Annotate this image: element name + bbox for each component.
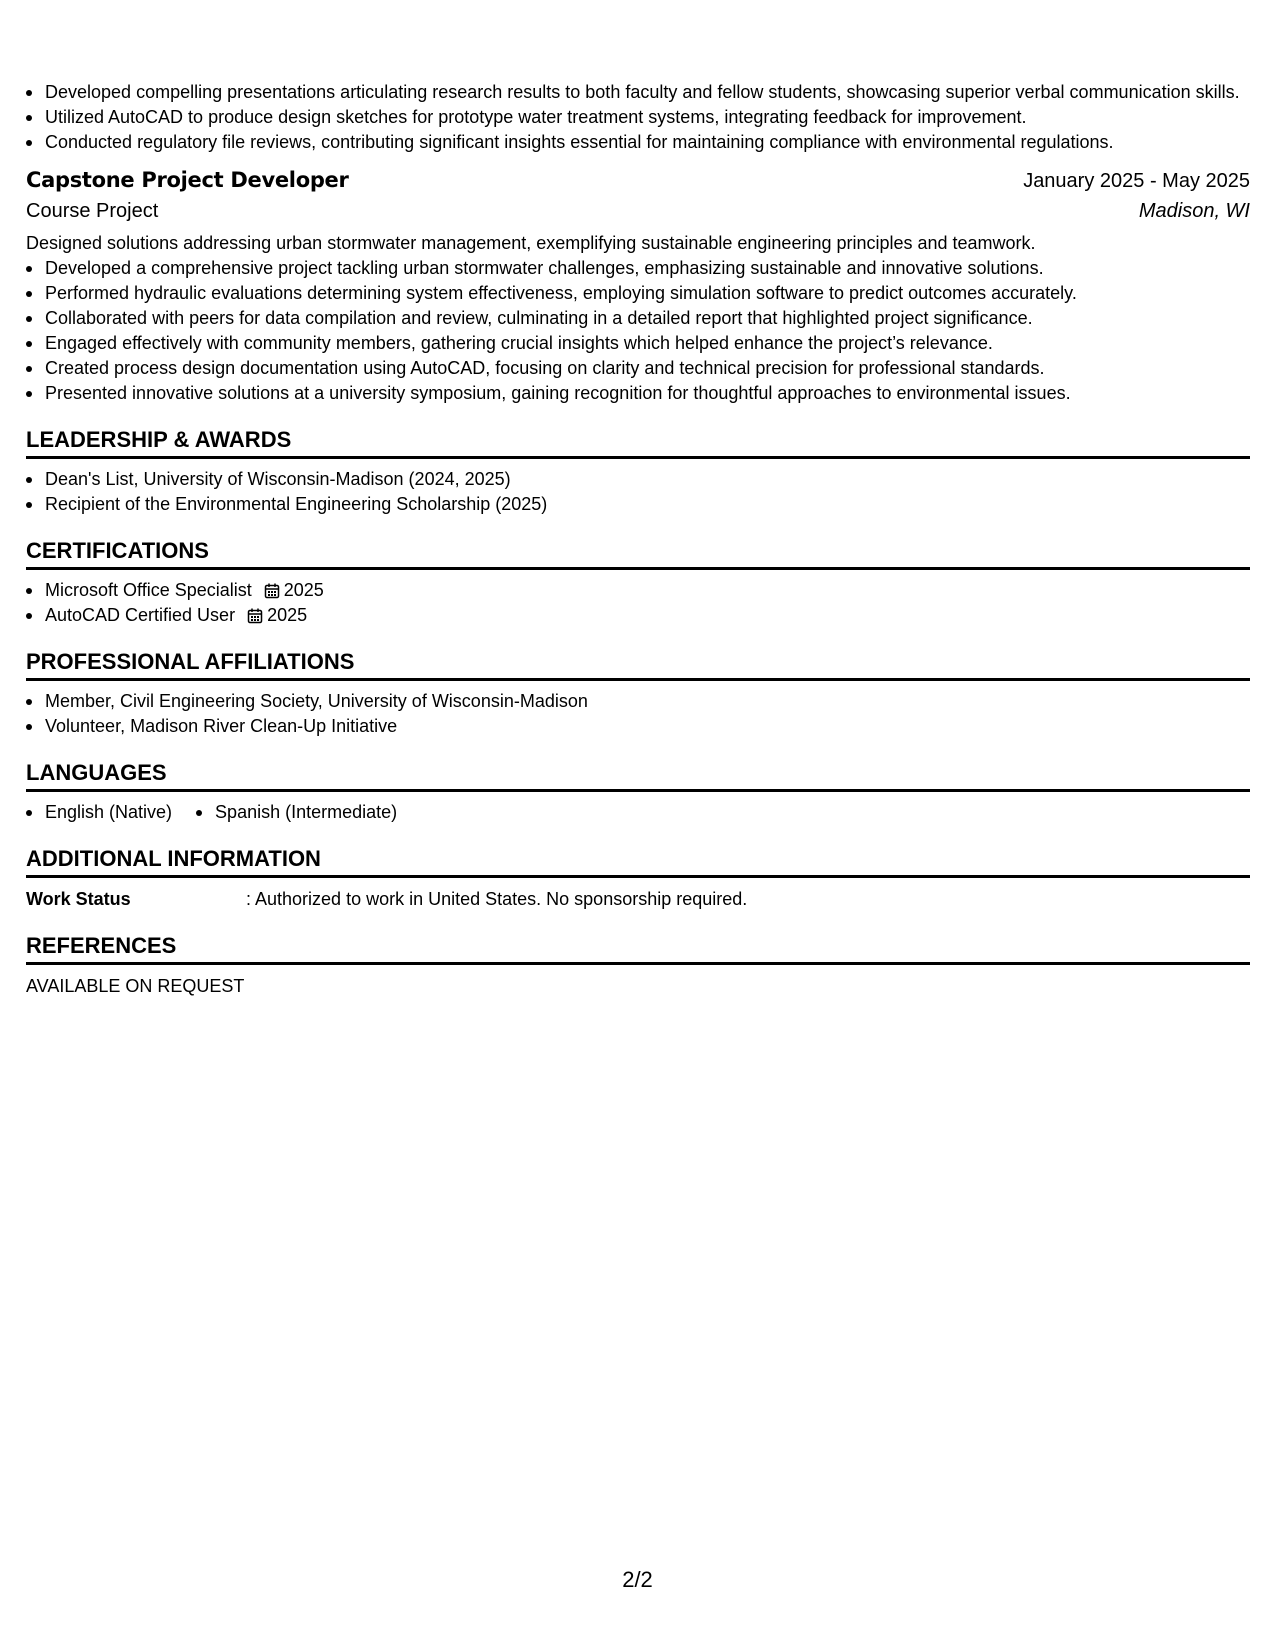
work-status-row [26,886,1250,912]
work-status-label: Work Status [26,889,131,909]
job-description: Designed solutions addressing urban stormwater management, exemplifying sustainable engineering principles and teamwork. [26,233,1036,253]
list-item: English (Native) [26,800,172,825]
list-item: Spanish (Intermediate) [196,800,397,825]
list-item: Dean's List, University of Wisconsin-Madison (2024, 2025) [26,467,1250,492]
section-title-certifications: CERTIFICATIONS [26,537,1250,570]
list-item: Created process design documentation using AutoCAD, focusing on clarity and technical precision for professional standards. [26,356,1250,381]
job-title: Capstone Project Developer [26,168,349,192]
page-number: 2/2 [622,1567,653,1592]
list-item [26,578,1250,603]
certifications-list [26,578,1250,628]
list-item [26,603,1250,628]
affiliations-list [26,689,1250,739]
list-item: Member, Civil Engineering Society, University of Wisconsin-Madison [26,689,1250,714]
languages-list [26,800,1250,825]
calendar-icon [247,608,263,624]
section-title-languages: LANGUAGES [26,759,1250,792]
list-item: Developed compelling presentations articulating research results to both faculty and fellow students, showcasing superior verbal communication skills. [26,80,1250,105]
job-dates: January 2025 - May 2025 [1023,170,1250,192]
capstone-subheader [26,196,1250,226]
calendar-icon [264,583,280,599]
list-item: Engaged effectively with community members, gathering crucial insights which helped enhance the project’s relevance. [26,331,1250,356]
capstone-bullets [26,256,1250,406]
list-item: Developed a comprehensive project tackling urban stormwater challenges, emphasizing sustainable and innovative solutions. [26,256,1250,281]
certification-name: AutoCAD Certified User [45,605,236,625]
job-organization: Course Project [26,200,159,222]
certification-year: 2025 [283,580,324,600]
previous-job-bullets [26,80,1250,155]
list-item: Recipient of the Environmental Engineering Scholarship (2025) [26,492,1250,517]
work-status-value: : Authorized to work in United States. No sponsorship required. [246,889,748,909]
job-location: Madison, WI [1138,200,1250,222]
section-title-affiliations: PROFESSIONAL AFFILIATIONS [26,648,1250,681]
certification-name: Microsoft Office Specialist [45,580,252,600]
section-title-references: REFERENCES [26,932,1250,965]
list-item: Volunteer, Madison River Clean-Up Initiative [26,714,1250,739]
leadership-list [26,467,1250,517]
references-text: AVAILABLE ON REQUEST [26,976,245,996]
list-item: Conducted regulatory file reviews, contributing significant insights essential for maintaining compliance with environmental regulations. [26,130,1250,155]
capstone-header [26,165,1250,196]
resume-page [26,80,1250,999]
list-item: Performed hydraulic evaluations determining system effectiveness, employing simulation software to predict outcomes accurately. [26,281,1250,306]
section-title-leadership: LEADERSHIP & AWARDS [26,426,1250,459]
list-item: Presented innovative solutions at a university symposium, gaining recognition for thoughtful approaches to environmental issues. [26,381,1250,406]
certification-year: 2025 [267,605,308,625]
section-title-additional: ADDITIONAL INFORMATION [26,845,1250,878]
list-item: Collaborated with peers for data compilation and review, culminating in a detailed report that highlighted project significance. [26,306,1250,331]
list-item: Utilized AutoCAD to produce design sketches for prototype water treatment systems, integrating feedback for improvement. [26,105,1250,130]
